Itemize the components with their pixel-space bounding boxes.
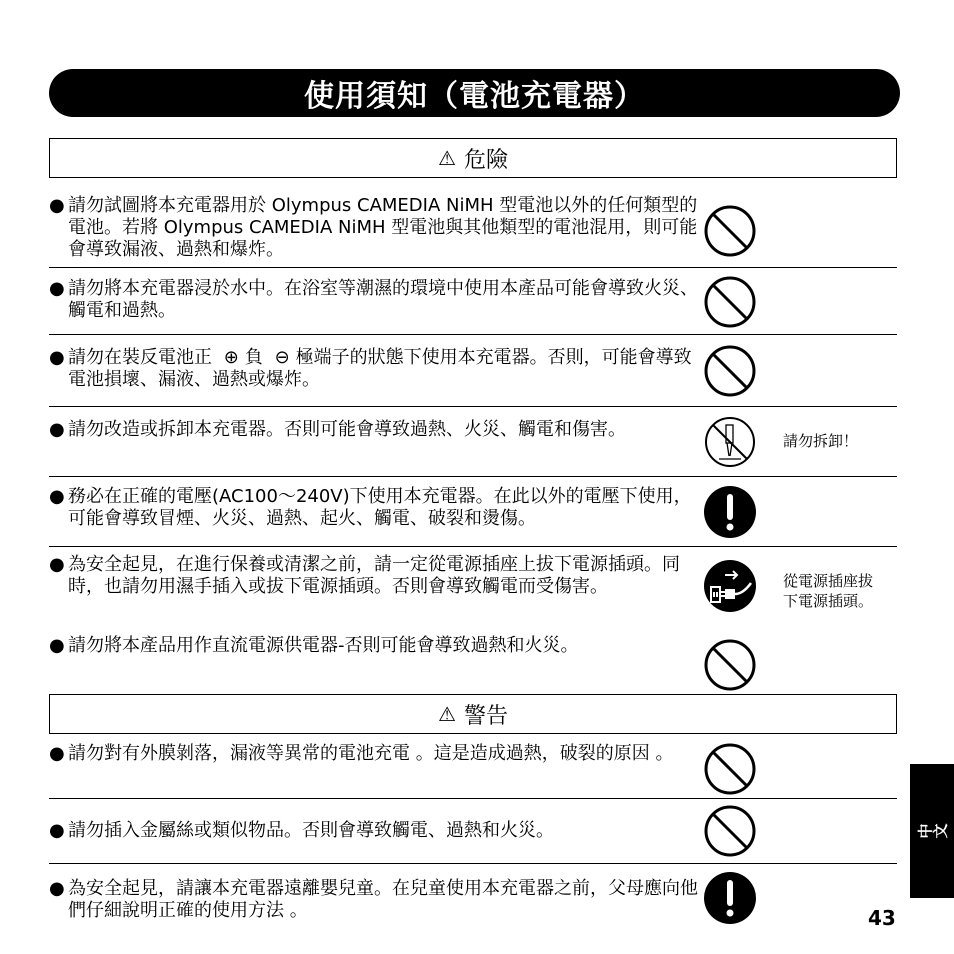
warning-item-2 — [49, 799, 897, 864]
item-text: 請勿將本產品用作直流電源供電器-否則可能會導致過熱和火災。 — [68, 635, 579, 656]
bullet: ● — [49, 347, 65, 368]
language-tab-label: 中文 — [917, 822, 947, 841]
danger-header — [49, 138, 897, 178]
unplug-note — [783, 571, 873, 611]
unplug-icon — [703, 559, 757, 613]
item-text-c: 極端子的狀態下使用本充電器。否則，可能會導致電池損壞、漏液、過熱或爆炸。 — [68, 347, 692, 390]
warning-item-3 — [49, 864, 897, 936]
danger-item-6 — [49, 547, 897, 635]
prohibition-icon — [703, 204, 757, 258]
page-title: 使用須知（電池充電器） — [49, 69, 900, 117]
item-text: 請勿試圖將本充電器用於 Olympus CAMEDIA NiMH 型電池以外的任何類型的電池。若將 Olympus CAMEDIA NiMH 型電池與其他類型的電池混用，則可能會導致漏液、過熱和爆炸。 — [68, 195, 698, 260]
bullet: ● — [49, 878, 65, 899]
danger-item-4 — [49, 407, 897, 477]
danger-item-7 — [49, 635, 897, 693]
item-text: 請勿插入金屬絲或類似物品。否則會導致觸電、過熱和火災。 — [68, 820, 554, 841]
prohibition-icon — [703, 344, 757, 398]
mandatory-icon — [703, 871, 757, 925]
unplug-note-line-1: 從電源插座拔 — [783, 572, 874, 590]
item-text: 請勿對有外膜剝落，漏液等異常的電池充電 。這是造成過熱，破裂的原因 。 — [68, 743, 674, 764]
page-number: 43 — [868, 906, 896, 930]
warning-triangle-icon: ⚠ — [438, 146, 456, 170]
bullet: ● — [49, 820, 65, 841]
item-text: 請勿將本充電器浸於水中。在浴室等潮濕的環境中使用本產品可能會導致火災、觸電和過熱。 — [68, 278, 698, 321]
danger-label: 危險 — [463, 147, 508, 173]
item-text: 為安全起見，在進行保養或清潔之前，請一定從電源插座上拔下電源插頭。同時，也請勿用濕手插入或拔下電源插頭。否則會導致觸電而受傷害。 — [68, 554, 680, 597]
bullet: ● — [49, 195, 65, 216]
danger-item-1 — [49, 190, 897, 268]
item-text: 請勿改造或拆卸本充電器。否則可能會導致過熱、火災、觸電和傷害。 — [68, 419, 626, 440]
mandatory-icon — [703, 485, 757, 539]
bullet: ● — [49, 486, 65, 507]
warning-header — [49, 694, 897, 734]
language-tab — [910, 764, 954, 898]
bullet: ● — [49, 419, 65, 440]
prohibition-icon — [703, 638, 757, 692]
item-text-b: 負 — [244, 347, 263, 368]
prohibition-icon — [703, 275, 757, 329]
prohibition-icon — [703, 742, 757, 796]
warning-label: 警告 — [463, 703, 508, 729]
bullet: ● — [49, 554, 65, 575]
bullet: ● — [49, 278, 65, 299]
unplug-note-line-2: 下電源插頭。 — [783, 592, 874, 610]
danger-item-3 — [49, 335, 897, 407]
item-text-a: 請勿在裝反電池正 — [68, 347, 212, 368]
item-text — [68, 347, 708, 391]
bullet: ● — [49, 743, 65, 764]
item-text: 務必在正確的電壓(AC100～240V)下使用本充電器。在此以外的電壓下使用，可能會導致冒煙、火災、過熱、起火、觸電、破裂和燙傷。 — [68, 486, 692, 529]
warning-triangle-icon: ⚠ — [438, 702, 456, 726]
prohibition-icon — [703, 804, 757, 858]
danger-item-5 — [49, 477, 897, 547]
plus-terminal-icon: ⊕ — [223, 347, 239, 368]
minus-terminal-icon: ⊖ — [274, 347, 290, 368]
no-disassembly-note: 請勿拆卸！ — [783, 432, 859, 450]
item-text: 為安全起見，請讓本充電器遠離嬰兒童。在兒童使用本充電器之前，父母應向他們仔細說明正確的使用方法 。 — [68, 878, 698, 921]
danger-item-2 — [49, 268, 897, 335]
no-disassembly-icon — [703, 415, 757, 469]
warning-item-1 — [49, 740, 897, 799]
bullet: ● — [49, 635, 65, 656]
